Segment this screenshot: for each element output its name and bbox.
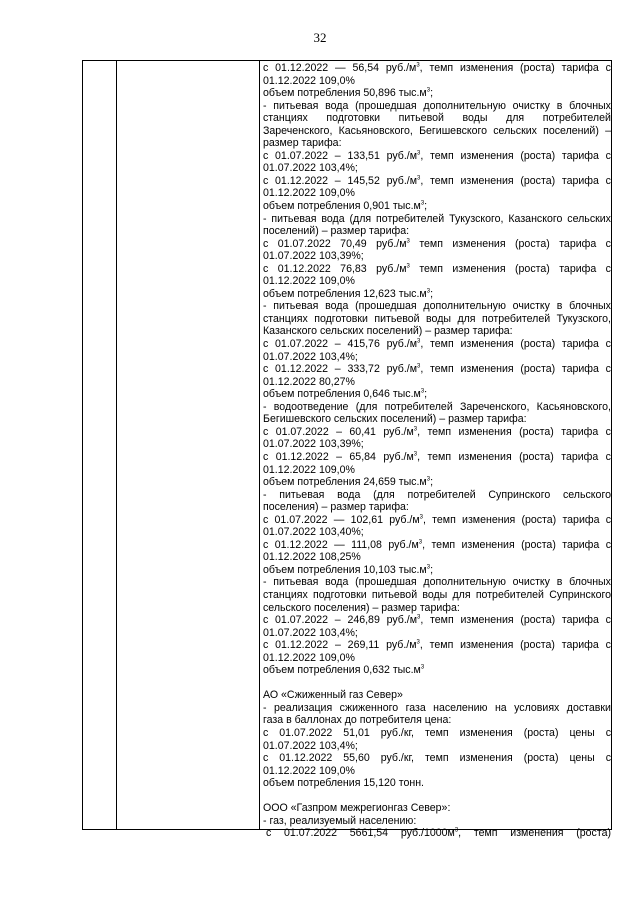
text-line: 01.12.2022 109,0% bbox=[263, 764, 355, 777]
word: (роста) bbox=[520, 174, 556, 187]
page-number: 32 bbox=[313, 30, 327, 45]
word: сжиженного bbox=[339, 701, 399, 714]
word: $руб./м^3$, bbox=[383, 450, 421, 463]
word: изменения bbox=[462, 513, 516, 526]
word: Касьяновского, bbox=[338, 124, 413, 137]
word: с bbox=[263, 726, 269, 739]
word: 01.07.2022 bbox=[274, 513, 328, 526]
word: 01.07.2022 bbox=[284, 827, 338, 840]
word: в bbox=[556, 99, 563, 112]
word: с bbox=[263, 639, 269, 652]
word: 102,61 bbox=[350, 513, 383, 526]
word: подготовки bbox=[313, 588, 367, 601]
word: 70,49 bbox=[340, 237, 367, 250]
tariff-text-cell bbox=[263, 62, 611, 840]
word: — bbox=[335, 62, 346, 74]
word: очистку bbox=[512, 300, 550, 313]
word: изменения bbox=[460, 639, 514, 652]
word: изменения bbox=[458, 450, 512, 463]
word: темп bbox=[430, 338, 454, 351]
word: питьевая bbox=[273, 300, 319, 313]
word: $руб./м^3$, bbox=[383, 425, 421, 438]
word: изменения bbox=[460, 338, 514, 351]
word: – bbox=[336, 425, 343, 438]
word: (роста) bbox=[520, 363, 556, 376]
word: (прошедшая bbox=[355, 99, 417, 112]
word: сельского bbox=[562, 488, 611, 501]
word: условиях bbox=[514, 701, 560, 714]
word: блочных bbox=[569, 99, 611, 112]
word: изменения bbox=[459, 752, 513, 765]
word: 01.12.2022 bbox=[275, 450, 329, 463]
word: темп bbox=[430, 363, 454, 376]
text-line bbox=[263, 489, 611, 502]
word: 55,60 bbox=[343, 752, 370, 765]
word: газа bbox=[405, 701, 426, 714]
word: подготовки bbox=[326, 112, 381, 125]
word: изменения bbox=[460, 174, 514, 187]
word: с bbox=[263, 425, 269, 438]
word: вода bbox=[325, 99, 349, 112]
word: 269,11 bbox=[347, 639, 380, 652]
text-line bbox=[263, 150, 611, 163]
word: станциях bbox=[263, 312, 308, 325]
word: тарифа bbox=[561, 614, 599, 627]
word: на bbox=[494, 701, 507, 714]
word: вода bbox=[325, 576, 349, 589]
column-divider bbox=[259, 61, 260, 829]
word: тарифа bbox=[559, 237, 597, 250]
word: (для bbox=[355, 400, 378, 413]
word: 01.12.2022 bbox=[275, 363, 329, 376]
word: $руб./м^3$, bbox=[386, 149, 424, 162]
word: темп bbox=[424, 752, 449, 765]
text-line bbox=[263, 238, 611, 251]
word: 01.07.2022 bbox=[275, 338, 329, 351]
word: 76,83 bbox=[340, 262, 367, 275]
word: Зареченского, bbox=[263, 124, 333, 137]
word: изменения bbox=[452, 262, 506, 275]
word: питьевая bbox=[279, 488, 325, 501]
word: 01.12.2022 bbox=[275, 639, 329, 652]
word: (роста) bbox=[520, 62, 555, 74]
word: с bbox=[605, 726, 611, 739]
text-line: 01.12.2022 109,0% bbox=[263, 74, 355, 87]
word: с bbox=[605, 538, 611, 551]
word: с bbox=[605, 338, 611, 351]
text-line: 01.07.2022 103,40%; bbox=[263, 526, 364, 539]
word: с bbox=[605, 513, 611, 526]
word: темп bbox=[419, 262, 443, 275]
text-line bbox=[263, 263, 611, 276]
word: $руб./м^3$, bbox=[385, 62, 423, 74]
word: (роста) bbox=[515, 237, 550, 250]
word: темп bbox=[430, 614, 454, 627]
text-line bbox=[263, 727, 611, 740]
word: питьевой bbox=[374, 312, 420, 325]
word: - bbox=[263, 400, 267, 413]
word: тарифа bbox=[562, 538, 600, 551]
word: $руб./м^3$, bbox=[386, 338, 424, 351]
word: 01.07.2022 bbox=[275, 425, 329, 438]
word: водоотведение bbox=[273, 400, 349, 413]
word: тарифа bbox=[561, 425, 599, 438]
word: воды bbox=[462, 112, 488, 125]
word: (роста) bbox=[576, 827, 611, 840]
word: с bbox=[263, 174, 269, 187]
word: с bbox=[605, 752, 611, 765]
word: тарифа bbox=[561, 450, 599, 463]
word: (роста) bbox=[519, 450, 554, 463]
word: с bbox=[263, 338, 269, 351]
word: руб./кг, bbox=[380, 726, 414, 739]
text-line: объем потребления 10,103 $тыс.м^3$; bbox=[263, 563, 434, 576]
word: $руб./м^3$, bbox=[386, 174, 424, 187]
word: (роста) bbox=[519, 425, 554, 438]
text-line: 01.12.2022 109,0% bbox=[263, 275, 355, 288]
word: $руб./1000м^3$, bbox=[400, 827, 462, 840]
word: 01.07.2022 bbox=[275, 149, 329, 162]
word: тарифа bbox=[561, 338, 599, 351]
word: темп bbox=[424, 726, 449, 739]
text-line bbox=[263, 401, 611, 414]
word: с bbox=[263, 538, 269, 551]
word: – bbox=[336, 450, 343, 463]
word: воды bbox=[422, 588, 448, 601]
word: 01.12.2022 bbox=[277, 262, 331, 275]
word: (роста) bbox=[523, 752, 559, 765]
text-line: 01.07.2022 103,39%; bbox=[263, 438, 364, 451]
word: 5661,54 bbox=[349, 827, 389, 840]
word: потребителей bbox=[542, 112, 611, 125]
word: – bbox=[334, 174, 341, 187]
text-line bbox=[263, 62, 611, 75]
word: 01.12.2022 bbox=[275, 62, 329, 74]
word: – bbox=[334, 363, 341, 376]
word: 01.07.2022 bbox=[277, 237, 331, 250]
word: изменения bbox=[458, 425, 512, 438]
word: тарифа bbox=[561, 363, 599, 376]
word: (роста) bbox=[520, 338, 556, 351]
word: сельских bbox=[567, 212, 611, 225]
word: 56,54 bbox=[352, 62, 380, 74]
word: 333,72 bbox=[347, 363, 380, 376]
word: – bbox=[334, 149, 341, 162]
word: 145,52 bbox=[347, 174, 380, 187]
word: вода bbox=[325, 300, 349, 313]
text-line: Казанского сельских поселений) – размер тарифа: bbox=[263, 325, 513, 338]
word: потребителей bbox=[384, 400, 453, 413]
word: (роста) bbox=[520, 614, 556, 627]
word: для bbox=[457, 312, 476, 325]
word: с bbox=[605, 262, 611, 275]
text-line bbox=[263, 827, 611, 840]
word: цены bbox=[569, 726, 595, 739]
text-line: объем потребления 15,120 тонн. bbox=[263, 777, 424, 790]
word: очистку bbox=[512, 576, 550, 589]
text-line bbox=[263, 576, 611, 589]
word: изменения bbox=[461, 538, 515, 551]
word: поселений) bbox=[543, 124, 599, 137]
word: 01.12.2022 bbox=[275, 174, 329, 187]
word: Касьяновского, bbox=[536, 400, 611, 413]
word: Супринского bbox=[549, 588, 611, 601]
word: Зареченского, bbox=[460, 400, 530, 413]
word: темп bbox=[427, 425, 452, 438]
word: подготовки bbox=[314, 312, 368, 325]
word: реализация bbox=[273, 701, 333, 714]
word: (роста) bbox=[515, 262, 550, 275]
word: с bbox=[263, 237, 269, 250]
word: 01.12.2022 bbox=[274, 538, 328, 551]
word: $руб./м^3$, bbox=[386, 363, 424, 376]
word: доставки bbox=[566, 701, 611, 714]
word: с bbox=[263, 614, 269, 627]
word: (прошедшая bbox=[355, 300, 417, 313]
word: с bbox=[263, 450, 269, 463]
word: питьевая bbox=[271, 212, 317, 225]
text-line bbox=[263, 514, 611, 527]
word: - bbox=[263, 300, 267, 313]
word: темп bbox=[419, 237, 443, 250]
text-line: объем потребления 0,646 $тыс.м^3$; bbox=[263, 388, 428, 401]
text-line bbox=[263, 213, 611, 226]
word: – bbox=[334, 614, 341, 627]
word: 111,08 bbox=[351, 538, 382, 551]
word: питьевой bbox=[398, 112, 444, 125]
word: изменения bbox=[452, 237, 506, 250]
word: темп bbox=[432, 513, 456, 526]
word: темп bbox=[431, 538, 456, 551]
word: (роста) bbox=[521, 513, 557, 526]
text-line: объем потребления 0,901 $тыс.м^3$; bbox=[263, 200, 428, 213]
tariff-table bbox=[82, 60, 612, 840]
word: $руб./м^3$ bbox=[376, 237, 410, 250]
word: с bbox=[605, 425, 611, 438]
word: питьевая bbox=[273, 99, 319, 112]
word: Тукузского, bbox=[556, 312, 611, 325]
word: тарифа bbox=[561, 149, 599, 162]
text-line: поселений) – размер тарифа: bbox=[263, 225, 410, 238]
text-line bbox=[263, 313, 611, 326]
word: станциях bbox=[263, 112, 308, 125]
word: темп bbox=[427, 450, 452, 463]
text-line bbox=[263, 125, 611, 138]
word: цены bbox=[569, 752, 595, 765]
word: питьевая bbox=[273, 576, 319, 589]
text-line bbox=[263, 338, 611, 351]
word: с bbox=[263, 513, 269, 526]
text-line bbox=[263, 589, 611, 602]
text-line: газа в баллонах до потребителя цена: bbox=[263, 714, 452, 727]
word: потребителей bbox=[407, 488, 476, 501]
word: 415,76 bbox=[347, 338, 380, 351]
word: руб./кг, bbox=[380, 752, 414, 765]
text-line: Бегишевского сельских поселений) – размер тарифа: bbox=[263, 413, 527, 426]
word: с bbox=[263, 363, 269, 376]
blank-line bbox=[263, 677, 611, 690]
word: питьевой bbox=[371, 588, 418, 601]
word: 60,41 bbox=[349, 425, 376, 438]
word: Супринского bbox=[488, 488, 551, 501]
word: с bbox=[605, 639, 611, 652]
text-line: 01.12.2022 109,0% bbox=[263, 651, 355, 664]
word: с bbox=[263, 149, 269, 162]
text-line: объем потребления 50,896 $тыс.м^3$; bbox=[263, 87, 434, 100]
word: в bbox=[556, 576, 563, 589]
text-line bbox=[263, 300, 611, 313]
text-line bbox=[263, 100, 611, 113]
word: тарифа bbox=[559, 262, 597, 275]
text-line: объем потребления 0,632 $тыс.м^3$ bbox=[263, 664, 425, 677]
word: 01.07.2022 bbox=[275, 614, 329, 627]
word: темп bbox=[429, 62, 454, 74]
text-line: - газ, реализуемый населению: bbox=[263, 814, 417, 827]
word: потребителей bbox=[481, 312, 551, 325]
word: темп bbox=[429, 639, 454, 652]
text-line: сельского поселения) – размер тарифа: bbox=[263, 601, 460, 614]
word: темп bbox=[473, 827, 498, 840]
word: с bbox=[605, 174, 611, 187]
word: с bbox=[263, 62, 269, 74]
word: очистку bbox=[512, 99, 550, 112]
word: с bbox=[605, 237, 611, 250]
text-line: 01.07.2022 103,39%; bbox=[263, 250, 364, 263]
word: сельских bbox=[493, 124, 537, 137]
word: 133,51 bbox=[347, 149, 380, 162]
text-line bbox=[263, 702, 611, 715]
word: с bbox=[605, 614, 611, 627]
text-line: ООО «Газпром межрегионгаз Север»: bbox=[263, 802, 451, 815]
text-line bbox=[263, 639, 611, 652]
word: темп bbox=[430, 174, 454, 187]
word: изменения bbox=[459, 62, 514, 74]
column-divider bbox=[116, 61, 117, 829]
word: тарифа bbox=[561, 639, 599, 652]
word: (для bbox=[349, 212, 372, 225]
word: с bbox=[605, 149, 611, 162]
word: – bbox=[334, 338, 341, 351]
word: с bbox=[605, 450, 611, 463]
word: $руб./м^3$, bbox=[386, 614, 424, 627]
word: тарифа bbox=[561, 62, 599, 74]
text-line: 01.07.2022 103,4%; bbox=[263, 739, 358, 752]
text-line bbox=[263, 752, 611, 765]
word: с bbox=[263, 827, 272, 840]
word: с bbox=[263, 752, 269, 765]
text-line: объем потребления 24,659 $тыс.м^3$; bbox=[263, 476, 434, 489]
word: вода bbox=[321, 212, 345, 225]
word: - bbox=[263, 212, 267, 225]
text-line bbox=[263, 363, 611, 376]
word: (роста) bbox=[523, 726, 559, 739]
word: $руб./м^3$, bbox=[388, 538, 426, 551]
word: потребителей bbox=[376, 212, 445, 225]
word: 246,89 bbox=[347, 614, 380, 627]
text-line: объем потребления 12,623 $тыс.м^3$; bbox=[263, 287, 434, 300]
word: - bbox=[263, 701, 267, 714]
word: для bbox=[452, 588, 471, 601]
word: изменения bbox=[459, 726, 513, 739]
word: изменения bbox=[460, 614, 514, 627]
word: изменения bbox=[510, 827, 564, 840]
word: дополнительную bbox=[423, 576, 506, 589]
blank-line bbox=[263, 790, 611, 803]
word: темп bbox=[430, 149, 454, 162]
text-line bbox=[263, 175, 611, 188]
word: изменения bbox=[460, 149, 514, 162]
text-line bbox=[263, 614, 611, 627]
word: изменения bbox=[460, 363, 514, 376]
word: - bbox=[263, 488, 267, 501]
word: 01.12.2022 bbox=[279, 752, 333, 765]
word: Казанского bbox=[508, 212, 563, 225]
word: дополнительную bbox=[423, 300, 506, 313]
word: тарифа bbox=[562, 513, 600, 526]
text-line: 01.12.2022 109,0% bbox=[263, 463, 355, 476]
word: – bbox=[334, 639, 341, 652]
text-line bbox=[263, 539, 611, 552]
word: (роста) bbox=[520, 639, 555, 652]
word: населению bbox=[433, 701, 488, 714]
word: блочных bbox=[569, 300, 611, 313]
word: – bbox=[605, 124, 611, 137]
word: в bbox=[556, 300, 563, 313]
word: — bbox=[334, 538, 345, 551]
word: (прошедшая bbox=[355, 576, 417, 589]
word: (роста) bbox=[520, 149, 556, 162]
text-line: размер тарифа: bbox=[263, 137, 342, 150]
word: для bbox=[506, 112, 525, 125]
word: - bbox=[263, 99, 267, 112]
word: вода bbox=[337, 488, 361, 501]
text-line: АО «Сжиженный газ Север» bbox=[263, 689, 403, 702]
word: Тукузского, bbox=[449, 212, 504, 225]
text-line bbox=[263, 112, 611, 125]
word: $руб./м^3$, bbox=[389, 513, 426, 526]
text-line bbox=[263, 426, 611, 439]
word: 65,84 bbox=[349, 450, 376, 463]
word: с bbox=[263, 262, 269, 275]
word: потребителей bbox=[475, 588, 544, 601]
text-line: 01.07.2022 103,4%; bbox=[263, 162, 358, 175]
word: (роста) bbox=[521, 538, 556, 551]
word: 01.07.2022 bbox=[279, 726, 333, 739]
word: станциях bbox=[263, 588, 308, 601]
text-line: 01.12.2022 109,0% bbox=[263, 187, 355, 200]
text-line: 01.07.2022 103,4%; bbox=[263, 626, 358, 639]
word: - bbox=[263, 576, 267, 589]
text-line: 01.07.2022 103,4%; bbox=[263, 350, 358, 363]
text-line: поселения) – размер тарифа: bbox=[263, 501, 409, 514]
word: $руб./м^3$, bbox=[386, 639, 423, 652]
word: $руб./м^3$ bbox=[376, 262, 410, 275]
word: воды bbox=[426, 312, 451, 325]
word: дополнительную bbox=[423, 99, 506, 112]
word: Бегишевского bbox=[419, 124, 488, 137]
word: — bbox=[333, 513, 345, 526]
word: (для bbox=[373, 488, 395, 501]
word: 51,01 bbox=[343, 726, 370, 739]
text-line: 01.12.2022 80,27% bbox=[263, 375, 355, 388]
word: блочных bbox=[569, 576, 611, 589]
word: с bbox=[605, 62, 611, 74]
word: тарифа bbox=[561, 174, 599, 187]
text-line bbox=[263, 451, 611, 464]
text-line: 01.12.2022 108,25% bbox=[263, 551, 361, 564]
word: с bbox=[605, 363, 611, 376]
